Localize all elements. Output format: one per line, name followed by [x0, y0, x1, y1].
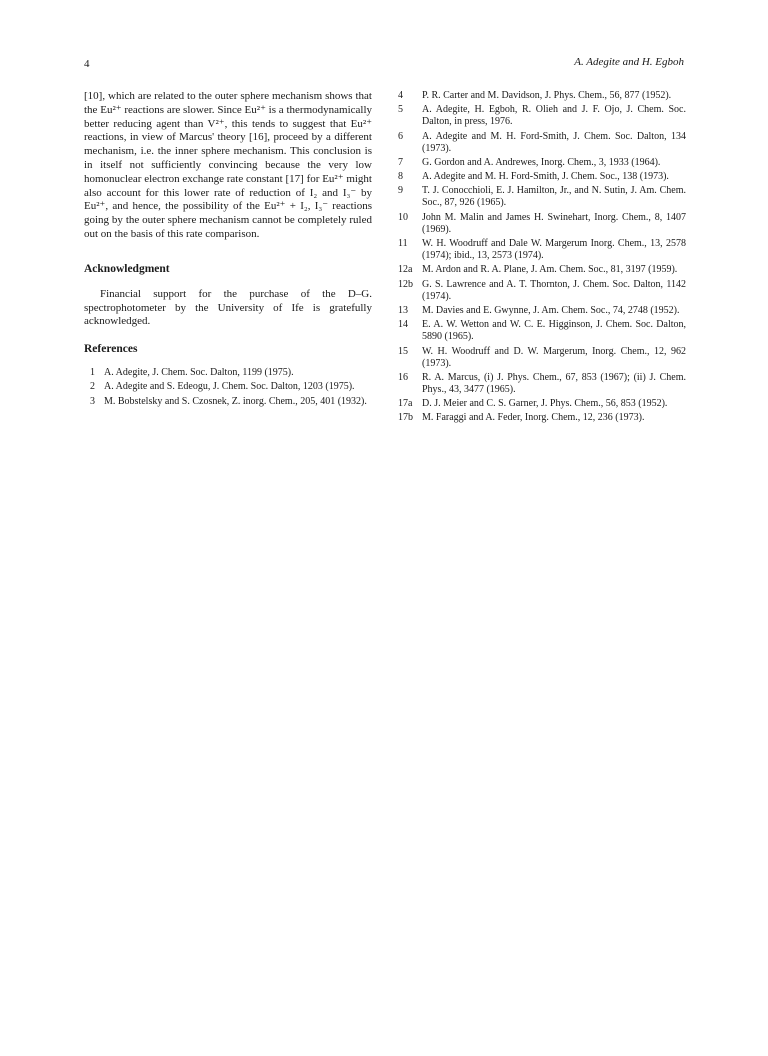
right-column — [398, 90, 686, 427]
reference-text: W. H. Woodruff and Dale W. Margerum Inorg. Chem., 13, 2578 (1974); ibid., 13, 2573 (1974). — [422, 238, 686, 262]
reference-item — [398, 279, 686, 303]
reference-text: A. Adegite and S. Edeogu, J. Chem. Soc. Dalton, 1203 (1975). — [104, 381, 355, 393]
reference-item — [84, 367, 372, 379]
reference-item — [398, 185, 686, 209]
reference-text: G. S. Lawrence and A. T. Thornton, J. Chem. Soc. Dalton, 1142 (1974). — [422, 278, 686, 302]
reference-number: 1 — [90, 367, 95, 379]
body-paragraph: [10], which are related to the outer sphere mechanism shows that the Eu²⁺ reactions are slower. Since Eu²⁺ is a thermodynamically better reducing agent than V²⁺, this tends to suggest that Eu²⁺ reactions, in view of Marcus' theory [16], proceed by a different mechanism, i.e. the inner sphere mechanism. This conclusion is in itself not sufficiently convincing because the very low homonuclear electron exchange rate constant [17] for Eu²⁺ might also account for this lower rate of reduction of I₂ and I₃⁻ by Eu²⁺, and hence, the possibility of the Eu²⁺ + I₂, I₃⁻ reactions going by the outer sphere mechanism cannot be completely ruled out on the basis of this rate comparison. — [84, 90, 372, 240]
reference-text: A. Adegite, J. Chem. Soc. Dalton, 1199 (1975). — [104, 367, 294, 379]
reference-number: 8 — [398, 171, 403, 183]
reference-number: 12b — [398, 278, 413, 290]
reference-text: W. H. Woodruff and D. W. Margerum, Inorg. Chem., 12, 962 (1973). — [422, 345, 686, 369]
reference-item — [398, 412, 686, 424]
reference-text: M. Ardon and R. A. Plane, J. Am. Chem. Soc., 81, 3197 (1959). — [422, 264, 678, 276]
reference-text: D. J. Meier and C. S. Garner, J. Phys. Chem., 56, 853 (1952). — [422, 398, 668, 410]
references-heading: References — [84, 343, 138, 356]
running-head: A. Adegite and H. Egboh — [574, 56, 684, 68]
reference-item — [398, 398, 686, 410]
reference-item — [84, 381, 372, 393]
reference-number: 9 — [398, 185, 403, 197]
reference-number: 17a — [398, 398, 413, 410]
reference-item — [398, 157, 686, 169]
reference-item — [398, 305, 686, 317]
reference-item — [398, 372, 686, 396]
reference-number: 4 — [398, 90, 403, 101]
reference-number: 5 — [398, 104, 403, 116]
left-column — [84, 90, 372, 410]
reference-item — [84, 396, 372, 408]
reference-text: A. Adegite and M. H. Ford-Smith, J. Chem. Soc. Dalton, 134 (1973). — [422, 130, 686, 154]
reference-item — [398, 346, 686, 370]
reference-number: 11 — [398, 238, 408, 250]
acknowledgment-text: Financial support for the purchase of the D–G. spectrophotometer by the University of Ife is gratefully acknowledged. — [84, 287, 372, 328]
page-number: 4 — [84, 58, 90, 70]
reference-item — [398, 104, 686, 128]
reference-text: G. Gordon and A. Andrewes, Inorg. Chem., 3, 1933 (1964). — [422, 156, 661, 168]
reference-number: 6 — [398, 130, 403, 142]
reference-text: M. Bobstelsky and S. Czosnek, Z. inorg. Chem., 205, 401 (1932). — [104, 395, 367, 407]
reference-item — [398, 131, 686, 155]
reference-item — [398, 238, 686, 262]
reference-number: 7 — [398, 156, 403, 168]
reference-text: P. R. Carter and M. Davidson, J. Phys. Chem., 56, 877 (1952). — [422, 90, 672, 101]
reference-number: 17b — [398, 412, 413, 424]
reference-text: T. J. Conocchioli, E. J. Hamilton, Jr., and N. Sutin, J. Am. Chem. Soc., 87, 926 (1965). — [422, 185, 686, 209]
reference-list-left — [84, 367, 372, 408]
reference-item — [398, 171, 686, 183]
acknowledgment-heading: Acknowledgment — [84, 262, 170, 275]
reference-item — [398, 319, 686, 343]
reference-number: 3 — [90, 395, 95, 407]
reference-text: R. A. Marcus, (i) J. Phys. Chem., 67, 853 (1967); (ii) J. Chem. Phys., 43, 3477 (1965). — [422, 371, 686, 395]
reference-text: A. Adegite and M. H. Ford-Smith, J. Chem. Soc., 138 (1973). — [422, 171, 669, 183]
reference-text: M. Davies and E. Gwynne, J. Am. Chem. Soc., 74, 2748 (1952). — [422, 304, 680, 316]
reference-text: John M. Malin and James H. Swinehart, Inorg. Chem., 8, 1407 (1969). — [422, 211, 686, 235]
reference-number: 10 — [398, 211, 408, 223]
reference-number: 15 — [398, 345, 408, 357]
reference-text: A. Adegite, H. Egboh, R. Olieh and J. F. Ojo, J. Chem. Soc. Dalton, in press, 1976. — [422, 104, 686, 128]
reference-number: 14 — [398, 319, 408, 331]
reference-item — [398, 264, 686, 276]
reference-item — [398, 90, 686, 102]
reference-number: 12a — [398, 264, 413, 276]
reference-list-right — [398, 90, 686, 424]
reference-item — [398, 212, 686, 236]
reference-number: 13 — [398, 304, 408, 316]
reference-text: E. A. W. Wetton and W. C. E. Higginson, J. Chem. Soc. Dalton, 5890 (1965). — [422, 319, 686, 343]
reference-text: M. Faraggi and A. Feder, Inorg. Chem., 12, 236 (1973). — [422, 412, 645, 424]
reference-number: 16 — [398, 371, 408, 383]
reference-number: 2 — [90, 381, 95, 393]
